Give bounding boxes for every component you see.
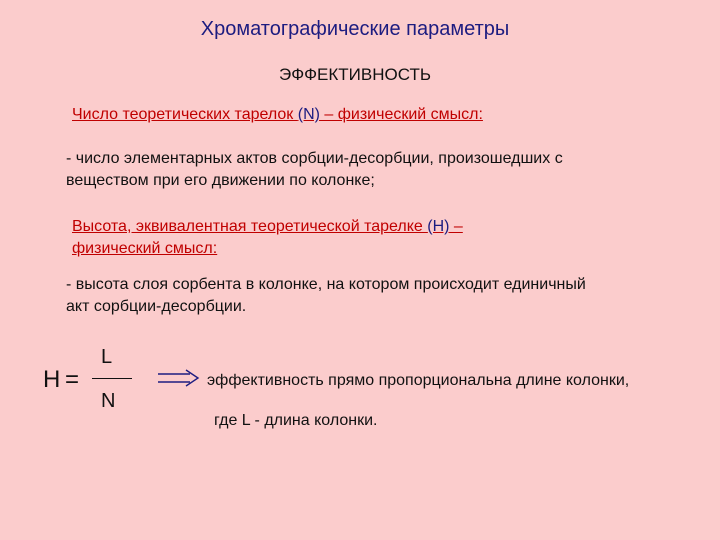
section2-heading bbox=[72, 218, 463, 236]
section1-heading bbox=[72, 106, 483, 124]
formula-numerator: L bbox=[101, 346, 113, 368]
section1-text-line: веществом при его движении по колонке; bbox=[66, 172, 375, 189]
implies-arrow-icon bbox=[156, 368, 202, 388]
conclusion-line: где L - длина колонки. bbox=[214, 412, 378, 429]
section2-heading-line2: физический смысл: bbox=[72, 240, 218, 257]
formula-denominator: N bbox=[101, 390, 116, 412]
section2-heading-post: – bbox=[449, 218, 463, 235]
formula-lhs: H bbox=[43, 366, 61, 393]
section1-heading-post: – физический смысл: bbox=[319, 106, 483, 123]
slide-title: Хроматографические параметры bbox=[200, 18, 510, 40]
section2-text-line: акт сорбции-десорбции. bbox=[66, 298, 247, 315]
fraction-line bbox=[92, 378, 132, 379]
section2-heading-pre: Высота, эквивалентная теоретической тарелке bbox=[72, 218, 428, 235]
section2-heading-symbol: (Н) bbox=[427, 218, 450, 235]
section1-text-line: - число элементарных актов сорбции-десорбции, произошедших с bbox=[66, 150, 563, 167]
slide-subtitle: ЭФФЕКТИВНОСТЬ bbox=[278, 65, 431, 84]
section1-heading-pre: Число теоретических тарелок bbox=[72, 106, 298, 123]
formula-equals: = bbox=[65, 366, 80, 393]
conclusion-line: эффективность прямо пропорциональна длине колонки, bbox=[207, 372, 630, 389]
section2-text-line: - высота слоя сорбента в колонке, на котором происходит единичный bbox=[66, 276, 586, 293]
section1-heading-symbol: (N) bbox=[297, 106, 320, 123]
